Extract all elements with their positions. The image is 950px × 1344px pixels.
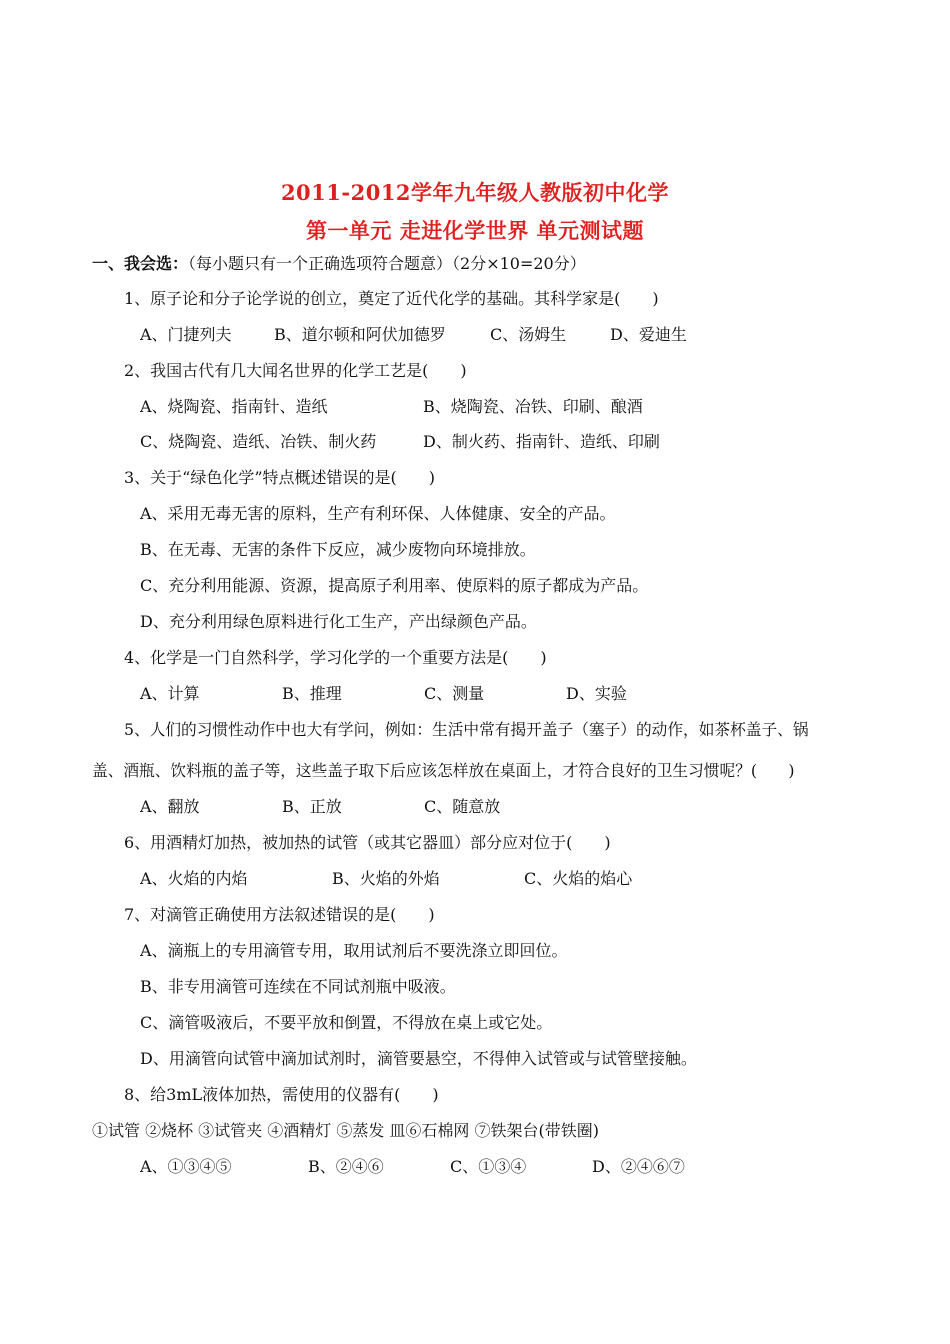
q1-option-a: A、门捷列夫	[140, 325, 232, 344]
question-3-stem: 3、关于“绿色化学”特点概述错误的是( )	[124, 468, 436, 487]
q7-option-a: A、滴瓶上的专用滴管专用，取用试剂后不要洗涤立即回位。	[140, 941, 568, 960]
q8-option-b: B、②④⑥	[308, 1157, 384, 1176]
section-instruction: （每小题只有一个正确选项符合题意）（2分×10=20分）	[188, 254, 586, 273]
q1-option-b: B、道尔顿和阿伏加德罗	[274, 325, 446, 344]
q3-option-d: D、充分利用绿色原料进行化工生产，产出绿颜色产品。	[140, 612, 537, 631]
q4-option-d: D、实验	[566, 684, 627, 703]
q5-option-c: C、随意放	[424, 797, 501, 816]
question-2-stem: 2、我国古代有几大闻名世界的化学工艺是( )	[124, 361, 467, 380]
q8-instrument-list: ①试管 ②烧杯 ③试管夹 ④酒精灯 ⑤蒸发 皿⑥石棉网 ⑦铁架台(带铁圈)	[92, 1121, 600, 1140]
question-6-stem: 6、用酒精灯加热，被加热的试管（或其它器皿）部分应对位于( )	[124, 833, 611, 852]
q7-option-b: B、非专用滴管可连续在不同试剂瓶中吸液。	[140, 977, 456, 996]
q8-option-d: D、②④⑥⑦	[592, 1157, 685, 1176]
q2-option-c: C、烧陶瓷、造纸、冶铁、制火药	[140, 432, 377, 451]
q6-option-b: B、火焰的外焰	[332, 869, 440, 888]
q6-option-c: C、火焰的焰心	[524, 869, 633, 888]
q3-option-a: A、采用无毒无害的原料，生产有利环保、人体健康、安全的产品。	[140, 504, 616, 523]
q7-option-c: C、滴管吸液后，不要平放和倒置，不得放在桌上或它处。	[140, 1013, 553, 1032]
exam-title-line2: 第一单元 走进化学世界 单元测试题	[305, 218, 645, 243]
exam-title-line1: 2011-2012学年九年级人教版初中化学	[280, 180, 670, 205]
section-label: 一、我会选：	[92, 254, 189, 273]
q4-option-a: A、计算	[140, 684, 200, 703]
q8-option-a: A、①③④⑤	[140, 1157, 232, 1176]
q1-option-d: D、爱迪生	[610, 325, 687, 344]
question-8-stem: 8、给3mL液体加热，需使用的仪器有( )	[124, 1085, 439, 1104]
question-5-stem-line2: 盖、酒瓶、饮料瓶的盖子等，这些盖子取下后应该怎样放在桌面上，才符合良好的卫生习惯呢？( )	[92, 761, 795, 780]
q4-option-c: C、测量	[424, 684, 485, 703]
question-4-stem: 4、化学是一门自然科学，学习化学的一个重要方法是( )	[124, 648, 547, 667]
q5-option-b: B、正放	[282, 797, 342, 816]
question-5-stem-line1: 5、人们的习惯性动作中也大有学问，例如：生活中常有揭开盖子（塞子）的动作，如茶杯盖子、锅	[124, 720, 809, 739]
question-1-stem: 1、原子论和分子论学说的创立，奠定了近代化学的基础。其科学家是( )	[124, 289, 659, 308]
q2-option-d: D、制火药、指南针、造纸、印刷	[423, 432, 660, 451]
question-7-stem: 7、对滴管正确使用方法叙述错误的是( )	[124, 905, 435, 924]
q3-option-c: C、充分利用能源、资源，提高原子利用率、使原料的原子都成为产品。	[140, 576, 649, 595]
q1-option-c: C、汤姆生	[490, 325, 567, 344]
q5-option-a: A、翻放	[140, 797, 200, 816]
q2-option-b: B、烧陶瓷、冶铁、印刷、酿酒	[423, 397, 643, 416]
q8-option-c: C、①③④	[450, 1157, 527, 1176]
q6-option-a: A、火焰的内焰	[140, 869, 248, 888]
section-heading	[92, 254, 586, 274]
q3-option-b: B、在无毒、无害的条件下反应，减少废物向环境排放。	[140, 540, 536, 559]
q4-option-b: B、推理	[282, 684, 342, 703]
q7-option-d: D、用滴管向试管中滴加试剂时，滴管要悬空，不得伸入试管或与试管壁接触。	[140, 1049, 697, 1068]
q2-option-a: A、烧陶瓷、指南针、造纸	[140, 397, 328, 416]
